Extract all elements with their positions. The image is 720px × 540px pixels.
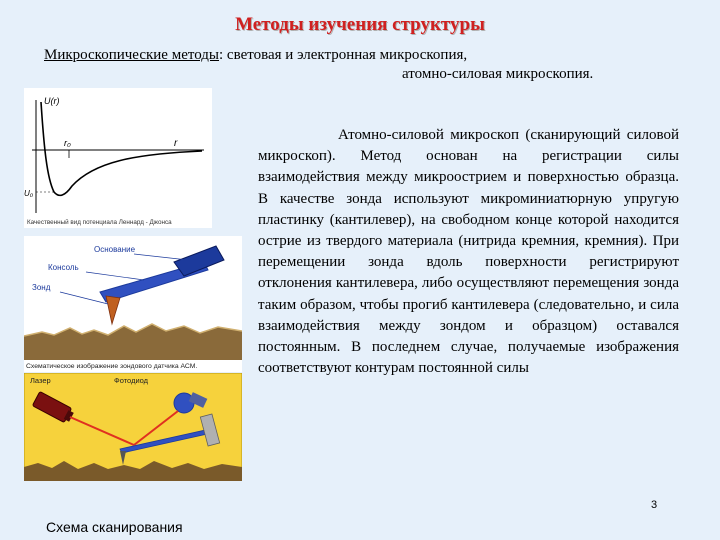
u0-label: U₀ <box>24 189 34 198</box>
label-probe: Зонд <box>32 283 51 292</box>
label-laser: Лазер <box>30 376 51 385</box>
scan-scheme-caption: Схема сканирования <box>46 519 183 535</box>
r-label: r <box>174 138 178 149</box>
subtitle <box>44 46 684 84</box>
potential-curve <box>41 102 202 195</box>
subtitle-line2: атомно-силовая микроскопия. <box>402 66 594 82</box>
slide-title: Методы изучения структуры <box>235 14 485 35</box>
subtitle-rest: : световая и электронная микроскопия, <box>219 47 468 63</box>
y-axis-label: U(r) <box>44 96 60 106</box>
scan-figure <box>24 373 242 481</box>
page-number: 3 <box>651 499 658 511</box>
potential-figure <box>24 88 212 228</box>
r0-label: r₀ <box>64 138 71 148</box>
label-cantilever: Консоль <box>48 263 79 272</box>
subtitle-label: Микроскопические методы <box>44 47 220 63</box>
label-photodiode: Фотодиод <box>114 376 149 385</box>
body-paragraph: Атомно-силовой микроскоп (сканирующий силовой микроскоп). Метод основан на регистрации силы взаимодействия между микроострием и поверхностью образца. В качестве зонда используют микроминиатюрную упругую пластинку (кантилевер), на свободном конце которой находится острие из твердого материала (нитрида кремния, кремния). При перемещении зонда вдоль поверхности регистрируют отклонения кантилевера, либо осуществляют перемещения зонда таким образом, чтобы прогиб кантилевера (следовательно, и сила взаимодействия между зондом и образцом) оставался постоянным. В последнем случае, получаемые изображения соответствуют контурам постоянной силы <box>258 127 679 377</box>
probe-figure <box>24 236 242 372</box>
label-base: Основание <box>94 245 136 254</box>
potential-caption: Качественный вид потенциала Леннард - Джонса <box>27 219 172 226</box>
probe-caption: Схематическое изображение зондового датчика АСМ. <box>26 363 198 370</box>
